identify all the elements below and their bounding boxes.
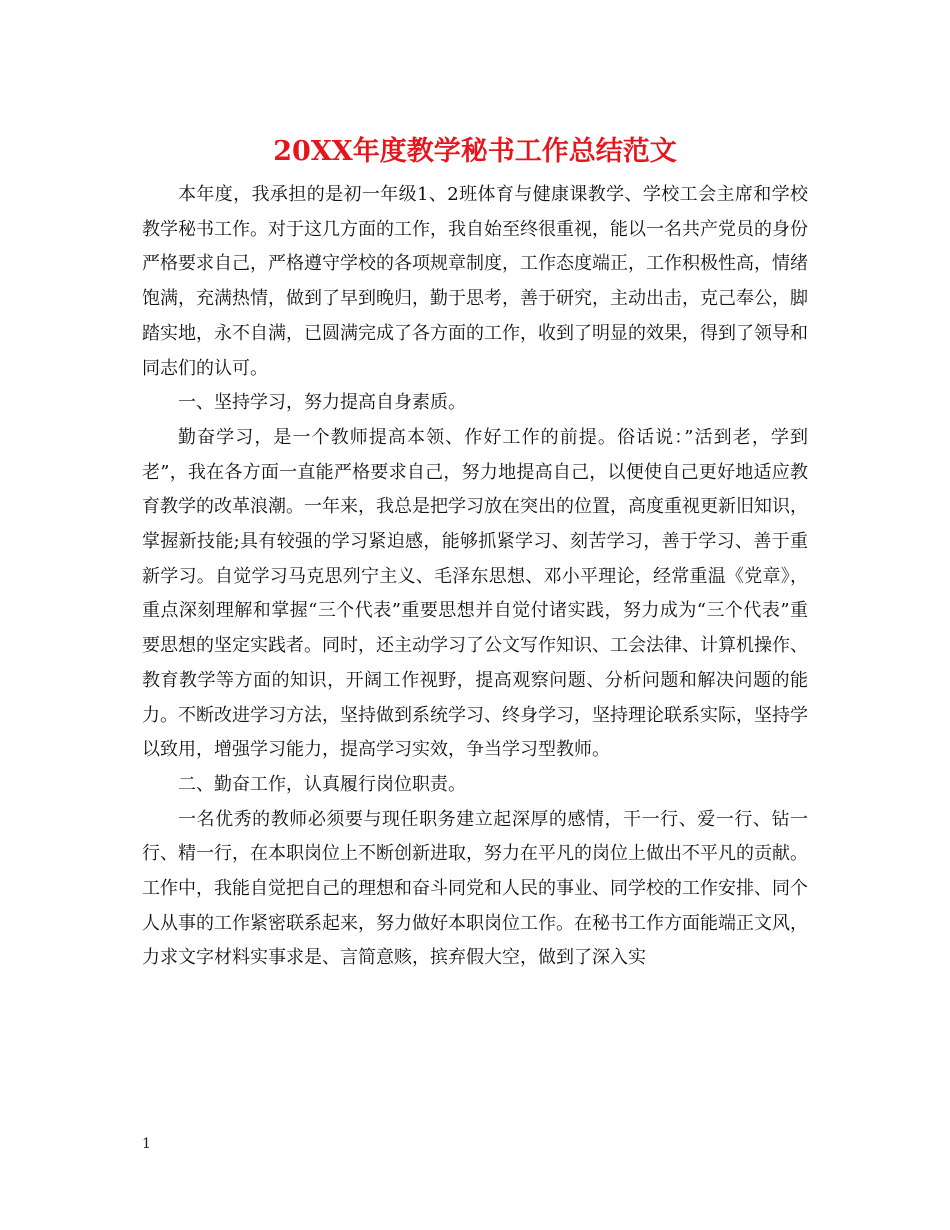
page-number: 1 [142,1136,151,1152]
paragraph-intro: 本年度，我承担的是初一年级1、2班体育与健康课教学、学校工会主席和学校教学秘书工作。对于这几方面的工作，我自始至终很重视，能以一名共产党员的身份严格要求自己，严格遵守学校的各项规章制度，工作态度端正，工作积极性高，情绪饱满，充满热情，做到了早到晚归，勤于思考，善于研究，主动出击，克己奉公，脚踏实地，永不自满，已圆满完成了各方面的工作，收到了明显的效果，得到了领导和同志们的认可。 [142,184,808,379]
section-heading-2: 二、勤奋工作，认真履行岗位职责。 [178,773,466,795]
document-body [142,178,808,976]
paragraph-work: 一名优秀的教师必须要与现任职务建立起深厚的感情，干一行、爱一行、钻一行、精一行，在本职岗位上不断创新进取，努力在平凡的岗位上做出不平凡的贡献。工作中，我能自觉把自己的理想和奋斗同党和人民的事业、同学校的工作安排、同个人从事的工作紧密联系起来，努力做好本职岗位工作。在秘书工作方面能端正文风，力求文字材料实事求是、言简意赅，摈弃假大空，做到了深入实 [142,808,808,969]
document-title: 20XX年度教学秘书工作总结范文 [273,136,677,167]
paragraph-study: 勤奋学习，是一个教师提高本领、作好工作的前提。俗话说：”活到老，学到老”，我在各方面一直能严格要求自己，努力地提高自己，以便使自己更好地适应教育教学的改革浪潮。一年来，我总是把学习放在突出的位置，高度重视更新旧知识，掌握新技能;具有较强的学习紧迫感，能够抓紧学习、刻苦学习，善于学习、善于重新学习。自觉学习马克思列宁主义、毛泽东思想、邓小平理论，经常重温《党章》，重点深刻理解和掌握“三个代表”重要思想并自觉付诸实践，努力成为“三个代表”重要思想的坚定实践者。同时，还主动学习了公文写作知识、工会法律、计算机操作、教育教学等方面的知识，开阔工作视野，提高观察问题、分析问题和解决问题的能力。不断改进学习方法，坚持做到系统学习、终身学习，坚持理论联系实际，坚持学以致用，增强学习能力，提高学习实效，争当学习型教师。 [142,426,808,761]
section-heading-1: 一、坚持学习，努力提高自身素质。 [178,392,466,414]
